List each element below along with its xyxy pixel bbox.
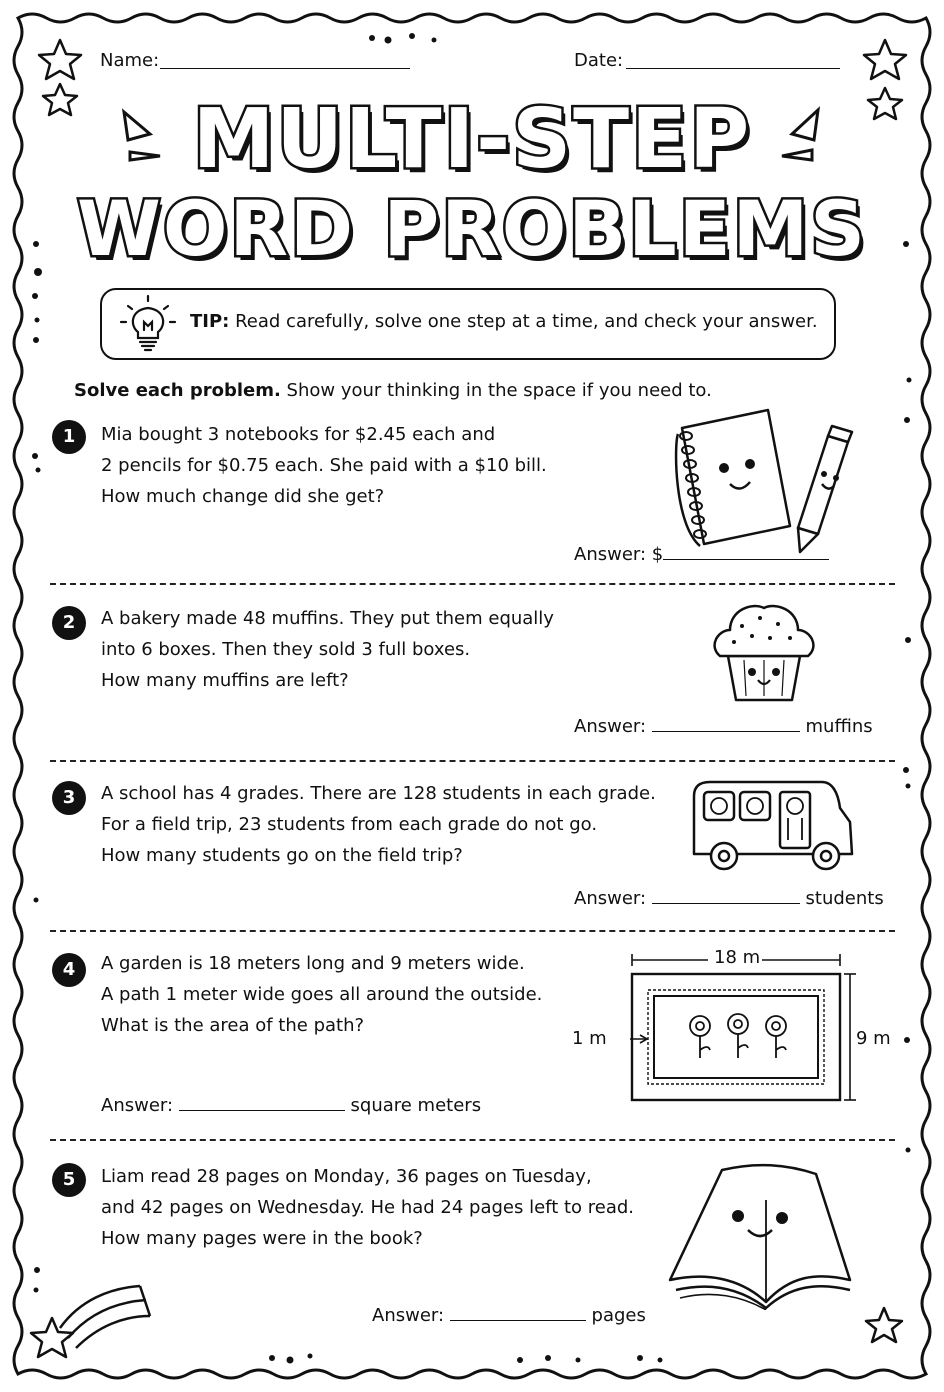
problem-1-text (101, 419, 547, 512)
problem-3-text (101, 778, 656, 871)
path-width-label: 1 m (572, 1028, 607, 1049)
problem-number: 5 (52, 1163, 86, 1197)
problem-line: A path 1 meter wide goes all around the outside. (101, 984, 543, 1005)
notebook-icon (670, 404, 860, 554)
open-book-icon (666, 1160, 856, 1310)
section-divider (50, 930, 895, 932)
section-divider (50, 760, 895, 762)
problem-line: A school has 4 grades. There are 128 students in each grade. (101, 783, 656, 804)
answer-label: Answer: (101, 1095, 174, 1116)
length-label: 18 m (714, 947, 761, 968)
problem-number: 4 (52, 953, 86, 987)
section-divider (50, 583, 895, 585)
answer-field[interactable] (179, 1096, 345, 1111)
problem-number: 1 (52, 420, 86, 454)
name-label: Name: (100, 50, 160, 71)
answer-label: Answer: (372, 1305, 445, 1326)
date-label: Date: (574, 50, 624, 71)
answer-unit: students (805, 888, 884, 909)
instructions (74, 380, 712, 401)
problem-line: Mia bought 3 notebooks for $2.45 each and (101, 424, 496, 445)
date-field[interactable] (626, 68, 840, 69)
problem-5-text (101, 1161, 634, 1254)
instructions-rest: Show your thinking in the space if you need to. (286, 380, 712, 401)
problem-line: For a field trip, 23 students from each grade do not go. (101, 814, 598, 835)
answer-unit: pages (591, 1305, 646, 1326)
answer-label: Answer: $ (574, 544, 664, 565)
problem-line: and 42 pages on Wednesday. He had 24 pages left to read. (101, 1197, 635, 1218)
page-title: MULTI-STEP (192, 92, 752, 187)
name-field[interactable] (160, 68, 410, 69)
problem-line: into 6 boxes. Then they sold 3 full boxes. (101, 639, 471, 660)
answer-row (574, 888, 884, 909)
width-label: 9 m (856, 1028, 891, 1049)
problem-line: A garden is 18 meters long and 9 meters wide. (101, 953, 525, 974)
problem-line: How many muffins are left? (101, 670, 349, 691)
tip-body: Read carefully, solve one step at a time, and check your answer. (235, 311, 818, 332)
problem-line: What is the area of the path? (101, 1015, 365, 1036)
star-icon (866, 1308, 902, 1342)
instructions-bold: Solve each problem. (74, 380, 281, 401)
tip-text (190, 311, 818, 332)
problem-line: How many students go on the field trip? (101, 845, 463, 866)
tip-label: TIP: (190, 311, 230, 332)
answer-row (574, 716, 873, 737)
problem-2-text (101, 603, 554, 696)
answer-label: Answer: (574, 888, 647, 909)
problem-line: How much change did she get? (101, 486, 385, 507)
school-bus-icon (688, 778, 856, 874)
lightbulb-icon (118, 294, 178, 356)
page-subtitle: WORD PROBLEMS (77, 184, 867, 273)
section-divider (50, 1139, 895, 1141)
answer-row (101, 1095, 481, 1116)
problem-line: How many pages were in the book? (101, 1228, 423, 1249)
star-icon (864, 40, 906, 79)
garden-diagram (572, 946, 900, 1106)
answer-label: Answer: (574, 716, 647, 737)
problem-number: 2 (52, 606, 86, 640)
problem-line: 2 pencils for $0.75 each. She paid with a $10 bill. (101, 455, 547, 476)
answer-unit: square meters (350, 1095, 482, 1116)
answer-unit: muffins (805, 716, 873, 737)
answer-field[interactable] (652, 889, 800, 904)
problem-number: 3 (52, 781, 86, 815)
flowers (690, 1014, 786, 1058)
shooting-star-icon (31, 1286, 150, 1357)
tip-box (100, 288, 836, 360)
problem-line: A bakery made 48 muffins. They put them equally (101, 608, 554, 629)
answer-field[interactable] (652, 717, 800, 732)
pencil-icon (798, 426, 852, 552)
answer-field[interactable] (450, 1306, 586, 1321)
star-icon (39, 40, 81, 79)
problem-4-text (101, 948, 542, 1041)
answer-row (372, 1305, 646, 1326)
problem-line: Liam read 28 pages on Monday, 36 pages on Tuesday, (101, 1166, 592, 1187)
cupcake-icon (708, 596, 820, 706)
garden-diagram-drawing (630, 946, 900, 1106)
